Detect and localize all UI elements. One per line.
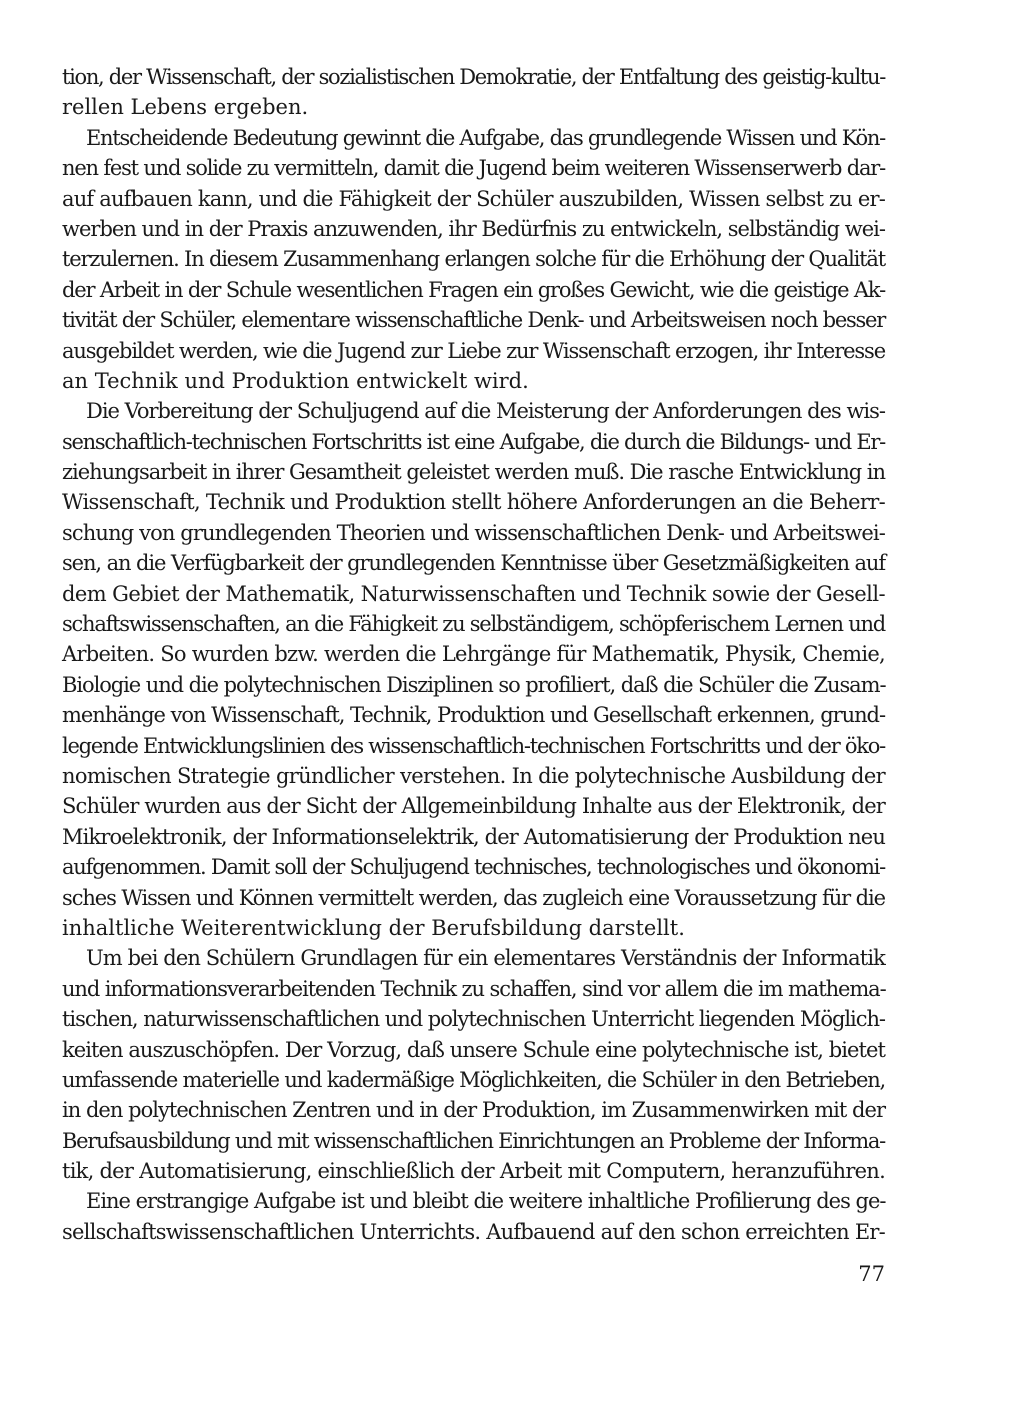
text-line: menhänge von Wissenschaft, Technik, Produktion und Gesellschaft erkennen, grund- <box>62 703 885 728</box>
text-line: werben und in der Praxis anzuwenden, ihr Bedürfnis zu entwickeln, selbständig wei- <box>62 216 885 241</box>
paragraph <box>62 943 885 1186</box>
paragraph <box>62 123 885 397</box>
text-line: Eine erstrangige Aufgabe ist und bleibt die weitere inhaltliche Profilierung des ge- <box>86 1189 886 1214</box>
text-line: tivität der Schüler, elementare wissenschaftliche Denk- und Arbeitsweisen noch besser <box>62 308 885 333</box>
text-line: rellen Lebens ergeben. <box>62 95 309 120</box>
text-line: Entscheidende Bedeutung gewinnt die Aufgabe, das grundlegende Wissen und Kön- <box>86 125 885 150</box>
text-line: inhaltliche Weiterentwicklung der Berufsbildung darstellt. <box>62 915 685 940</box>
page-number: 77 <box>858 1262 885 1286</box>
paragraph <box>62 396 885 943</box>
text-line: an Technik und Produktion entwickelt wird. <box>62 368 529 393</box>
paragraph <box>62 1186 885 1247</box>
text-line: Um bei den Schülern Grundlagen für ein elementares Verständnis der Informatik <box>86 946 885 971</box>
paragraph <box>62 62 885 123</box>
text-line: Schüler wurden aus der Sicht der Allgemeinbildung Inhalte aus der Elektronik, der <box>62 794 885 819</box>
text-line: dem Gebiet der Mathematik, Naturwissenschaften und Technik sowie der Gesell- <box>62 581 885 606</box>
text-line: legende Entwicklungslinien des wissenschaftlich-technischen Fortschritts und der öko- <box>62 733 885 758</box>
text-line: ziehungsarbeit in ihrer Gesamtheit geleistet werden muß. Die rasche Entwicklung in <box>62 460 885 485</box>
text-line: tischen, naturwissenschaftlichen und polytechnischen Unterricht liegenden Möglich- <box>62 1007 885 1032</box>
text-line: keiten auszuschöpfen. Der Vorzug, daß unsere Schule eine polytechnische ist, bietet <box>62 1037 885 1062</box>
text-line: Biologie und die polytechnischen Disziplinen so profiliert, daß die Schüler die Zusam- <box>62 672 886 697</box>
body-text <box>62 62 885 1247</box>
text-line: und informationsverarbeitenden Technik zu schaffen, sind vor allem die im mathema- <box>62 976 886 1001</box>
text-line: Mikroelektronik, der Informationselektrik, der Automatisierung der Produktion neu <box>62 824 885 849</box>
text-line: nomischen Strategie gründlicher verstehen. In die polytechnische Ausbildung der <box>62 763 886 788</box>
text-line: sches Wissen und Können vermittelt werden, das zugleich eine Voraussetzung für die <box>62 885 885 910</box>
text-line: Arbeiten. So wurden bzw. werden die Lehrgänge für Mathematik, Physik, Chemie, <box>62 642 885 667</box>
text-line: Wissenschaft, Technik und Produktion stellt höhere Anforderungen an die Beherr- <box>62 490 885 515</box>
text-line: umfassende materielle und kadermäßige Möglichkeiten, die Schüler in den Betrieben, <box>62 1067 885 1092</box>
text-line: in den polytechnischen Zentren und in der Produktion, im Zusammenwirken mit der <box>62 1098 885 1123</box>
text-line: tion, der Wissenschaft, der sozialistischen Demokratie, der Entfaltung des geistig-kultu- <box>62 65 885 89</box>
text-line: sellschaftswissenschaftlichen Unterrichts. Aufbauend auf den schon erreichten Er- <box>62 1219 885 1244</box>
text-line: nen fest und solide zu vermitteln, damit die Jugend beim weiteren Wissenserwerb dar- <box>62 156 885 181</box>
text-line: Die Vorbereitung der Schuljugend auf die Meisterung der Anforderungen des wis- <box>86 399 885 424</box>
text-line: terzulernen. In diesem Zusammenhang erlangen solche für die Erhöhung der Qualität <box>62 247 885 272</box>
text-line: sen, an die Verfügbarkeit der grundlegenden Kenntnisse über Gesetzmäßigkeiten auf <box>62 551 885 576</box>
text-line: aufgenommen. Damit soll der Schuljugend technisches, technologisches und ökonomi- <box>62 855 885 880</box>
text-line: senschaftlich-technischen Fortschritts ist eine Aufgabe, die durch die Bildungs- und Er- <box>62 429 885 454</box>
text-line: auf aufbauen kann, und die Fähigkeit der Schüler auszubilden, Wissen selbst zu er- <box>62 186 885 211</box>
text-line: schung von grundlegenden Theorien und wissenschaftlichen Denk- und Arbeitswei- <box>62 520 885 545</box>
text-line: tik, der Automatisierung, einschließlich der Arbeit mit Computern, heranzuführen. <box>62 1159 885 1184</box>
text-line: Berufsausbildung und mit wissenschaftlichen Einrichtungen an Probleme der Informa- <box>62 1128 885 1153</box>
text-line: schaftswissenschaften, an die Fähigkeit zu selbständigem, schöpferischem Lernen und <box>62 612 885 637</box>
text-line: ausgebildet werden, wie die Jugend zur Liebe zur Wissenschaft erzogen, ihr Interesse <box>62 338 885 363</box>
text-line: der Arbeit in der Schule wesentlichen Fragen ein großes Gewicht, wie die geistige Ak- <box>62 277 885 302</box>
